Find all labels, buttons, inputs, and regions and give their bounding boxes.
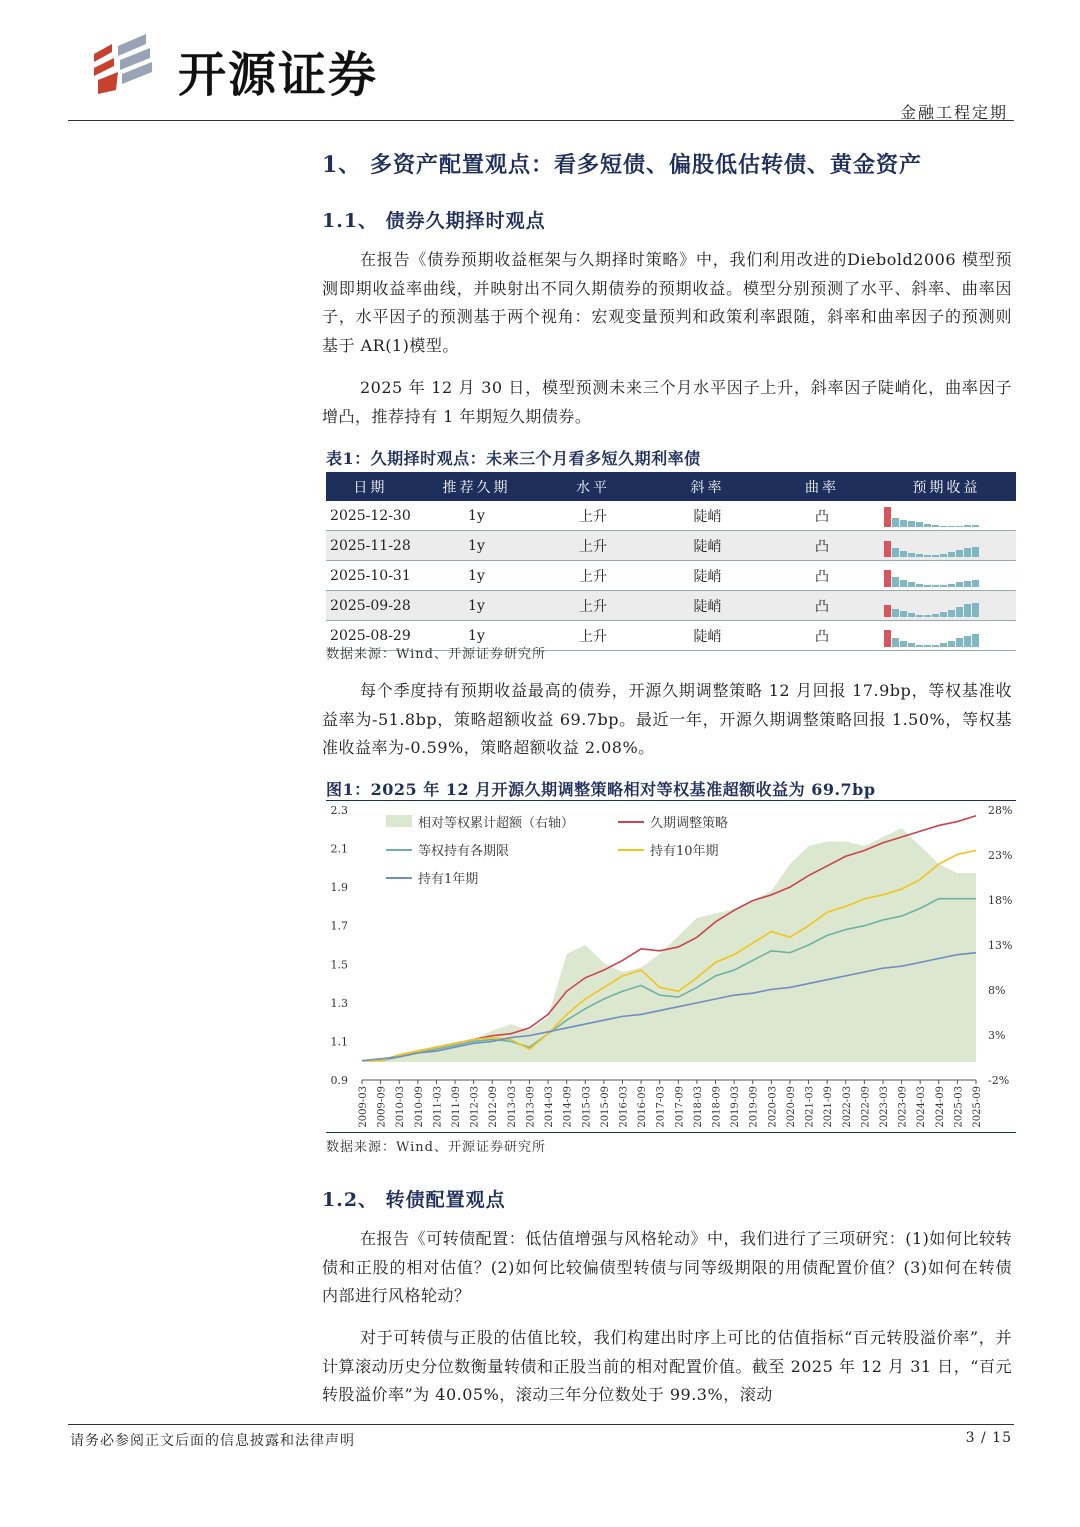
sparkline-bar	[964, 548, 971, 557]
sparkline-bar	[892, 518, 899, 527]
x-tick-label: 2019-09	[748, 1086, 760, 1128]
duration-table	[326, 472, 1016, 651]
cell-level: 上升	[538, 561, 648, 591]
sparkline-bar	[932, 525, 939, 526]
legend-label: 持有1年期	[418, 872, 479, 887]
y-left-tick: 1.1	[330, 1035, 348, 1049]
sparkline	[878, 565, 1015, 587]
sparkline-bar	[932, 645, 939, 647]
sparkline-bar	[892, 577, 899, 587]
x-tick-label: 2016-03	[618, 1086, 630, 1128]
y-left-tick: 1.3	[330, 996, 348, 1010]
y-right-tick: 18%	[988, 894, 1013, 907]
cell-level: 上升	[538, 621, 648, 651]
col-duration: 推荐久期	[415, 472, 538, 501]
caption-rule	[326, 800, 1016, 801]
y-right-tick: -2%	[988, 1074, 1010, 1087]
x-tick-label: 2021-03	[804, 1086, 816, 1128]
x-tick-label: 2014-03	[544, 1086, 556, 1128]
x-tick-label: 2024-03	[916, 1086, 928, 1128]
x-tick-label: 2020-09	[785, 1086, 797, 1128]
x-tick-label: 2016-09	[637, 1086, 649, 1128]
cell-sparkline	[877, 621, 1016, 651]
y-left-tick: 1.9	[330, 881, 348, 895]
cell-date: 2025-12-30	[326, 501, 415, 531]
sparkline-bar	[964, 636, 971, 647]
sparkline-bar	[948, 526, 955, 527]
x-tick-label: 2011-09	[451, 1086, 463, 1128]
figure-source: 数据来源：Wind、开源证券研究所	[326, 1140, 546, 1155]
sparkline-bar	[900, 551, 907, 557]
sparkline-bar	[964, 525, 971, 526]
sparkline-bar	[940, 643, 947, 647]
paragraph-3: 每个季度持有预期收益最高的债券，开源久期调整策略 12 月回报 17.9bp，等权基准收益率为-51.8bp，策略超额收益 69.7bp。最近一年，开源久期调整策略回报 1.50%，等权基准收益率为-0.59%，策略超额收益 2.08%。	[322, 681, 1012, 757]
x-tick-label: 2022-09	[860, 1086, 872, 1128]
cell-slope: 陡峭	[648, 531, 767, 561]
paragraph-5: 对于可转债与正股的估值比较，我们构建出时序上可比的估值指标“百元转股溢价率”，并计算滚动历史分位数衡量转债和正股当前的相对配置价值。截至 2025 年 12 月 31 日，“百元转股溢价率”为 40.05%，滚动三年分位数处于 99.3%，滚动	[322, 1328, 1012, 1404]
y-right-tick: 3%	[988, 1029, 1006, 1042]
x-tick-label: 2025-09	[972, 1086, 983, 1128]
col-date: 日期	[326, 472, 415, 501]
sparkline-bar	[892, 609, 899, 617]
sparkline-bar	[948, 584, 955, 587]
sparkline-bar-1y	[884, 605, 891, 617]
cell-duration: 1y	[415, 531, 538, 561]
sparkline-bar	[948, 641, 955, 647]
cell-sparkline	[877, 501, 1016, 531]
sparkline-bar	[908, 521, 915, 527]
x-tick-label: 2010-03	[395, 1086, 407, 1128]
legend-label: 久期调整策略	[650, 816, 729, 831]
x-tick-label: 2025-03	[953, 1086, 965, 1128]
sparkline-bar	[892, 548, 899, 557]
logo-mark-icon	[88, 32, 168, 96]
x-tick-label: 2012-09	[488, 1086, 500, 1128]
table-header-row	[326, 472, 1016, 501]
sparkline	[878, 535, 1015, 557]
y-right-tick: 28%	[988, 804, 1013, 817]
page-number: 3 / 15	[965, 1430, 1012, 1446]
y-right-tick: 8%	[988, 984, 1006, 997]
sparkline-bar	[956, 526, 963, 527]
legend-label: 持有10年期	[650, 844, 719, 859]
sparkline-bar	[924, 585, 931, 586]
series-area-excess	[362, 828, 976, 1062]
sparkline-bar	[892, 638, 899, 647]
paragraph-2: 2025 年 12 月 30 日，模型预测未来三个月水平因子上升，斜率因子陡峭化，曲率因子增凸，推荐持有 1 年期短久期债券。	[322, 378, 1012, 426]
sparkline-bar-1y	[884, 541, 891, 557]
chart-bottom-rule	[326, 1132, 1016, 1133]
sparkline-bar	[940, 526, 947, 527]
cell-date: 2025-11-28	[326, 531, 415, 561]
sparkline-bar	[916, 615, 923, 617]
x-tick-label: 2014-09	[562, 1086, 574, 1128]
sparkline-bar	[964, 604, 971, 616]
sparkline-bar	[948, 610, 955, 617]
cell-sparkline	[877, 561, 1016, 591]
sparkline-bar	[924, 524, 931, 526]
col-level: 水平	[538, 472, 648, 501]
y-left-tick: 1.7	[330, 919, 348, 933]
sparkline-bar	[900, 611, 907, 617]
logo	[88, 32, 168, 96]
y-left-tick: 2.3	[330, 804, 348, 817]
cell-slope: 陡峭	[648, 591, 767, 621]
table-row	[326, 591, 1016, 621]
table-row	[326, 531, 1016, 561]
x-tick-label: 2023-09	[897, 1086, 909, 1128]
sparkline-bar-1y	[884, 570, 891, 587]
sparkline-bar	[972, 580, 979, 586]
legend-label: 相对等权累计超额（右轴）	[418, 816, 575, 831]
sparkline-bar	[972, 525, 979, 526]
sparkline-bar	[940, 585, 947, 587]
cell-curvature: 凸	[767, 621, 877, 651]
cell-duration: 1y	[415, 561, 538, 591]
table-source: 数据来源：Wind、开源证券研究所	[326, 647, 546, 662]
sparkline-bar	[940, 554, 947, 557]
sparkline-bar	[900, 641, 907, 647]
sparkline-bar	[972, 603, 979, 617]
figure-caption: 图1：2025 年 12 月开源久期调整策略相对等权基准超额收益为 69.7bp	[326, 780, 876, 799]
x-tick-label: 2013-03	[506, 1086, 518, 1128]
y-left-tick: 1.5	[330, 958, 348, 972]
x-tick-label: 2019-03	[730, 1086, 742, 1128]
section-title: 1、 多资产配置观点：看多短债、偏股低估转债、黄金资产	[322, 152, 922, 178]
x-tick-label: 2018-09	[711, 1086, 723, 1128]
sparkline-bar	[972, 634, 979, 646]
sparkline	[878, 595, 1015, 617]
company-name: 开源证券	[178, 47, 379, 103]
header-rule	[68, 120, 1014, 121]
sparkline-bar	[908, 553, 915, 557]
x-tick-label: 2021-09	[823, 1086, 835, 1128]
table-row	[326, 501, 1016, 531]
cell-curvature: 凸	[767, 531, 877, 561]
y-left-tick: 2.1	[330, 842, 348, 856]
subsection-title-2: 1.2、 转债配置观点	[322, 1189, 506, 1211]
y-right-tick: 23%	[988, 849, 1013, 862]
x-tick-label: 2024-09	[934, 1086, 946, 1128]
cell-curvature: 凸	[767, 561, 877, 591]
legend-label: 等权持有各期限	[418, 844, 510, 859]
y-right-tick: 13%	[988, 939, 1013, 952]
sparkline-bar	[956, 607, 963, 617]
cell-sparkline	[877, 531, 1016, 561]
x-tick-label: 2017-09	[674, 1086, 686, 1128]
sparkline	[878, 625, 1015, 647]
sparkline-bar	[932, 555, 939, 557]
sparkline	[878, 505, 1015, 527]
cell-sparkline	[877, 591, 1016, 621]
chart-svg	[326, 802, 1016, 1132]
sparkline-bar	[900, 580, 907, 587]
cell-slope: 陡峭	[648, 621, 767, 651]
cell-duration: 1y	[415, 591, 538, 621]
x-tick-label: 2009-03	[358, 1086, 369, 1128]
x-tick-label: 2020-03	[767, 1086, 779, 1128]
sparkline-bar	[956, 638, 963, 646]
sparkline-bar	[916, 645, 923, 647]
sparkline-bar	[908, 613, 915, 617]
sparkline-bar	[924, 555, 931, 557]
cell-duration: 1y	[415, 501, 538, 531]
figure-chart	[326, 802, 1016, 1132]
x-tick-label: 2022-03	[841, 1086, 853, 1128]
x-tick-label: 2023-03	[878, 1086, 890, 1128]
sparkline-bar	[972, 547, 979, 557]
cell-duration: 1y	[415, 621, 538, 651]
sparkline-bar	[964, 581, 971, 587]
cell-date: 2025-08-29	[326, 621, 415, 651]
sparkline-bar	[908, 582, 915, 586]
col-curvature: 曲率	[767, 472, 877, 501]
sparkline-bar	[932, 614, 939, 616]
x-tick-label: 2015-03	[581, 1086, 593, 1128]
col-slope: 斜率	[648, 472, 767, 501]
x-tick-label: 2011-03	[432, 1086, 444, 1128]
sparkline-bar	[956, 582, 963, 586]
cell-curvature: 凸	[767, 591, 877, 621]
paragraph-1: 在报告《债券预期收益框架与久期择时策略》中，我们利用改进的Diebold2006 模型预测即期收益率曲线，并映射出不同久期债券的预期收益。模型分别预测了水平、斜率、曲率因子，水平因子的预测基于两个视角：宏观变量预判和政策利率跟随，斜率和曲率因子的预测则基于 AR(1)模型。	[322, 250, 1012, 355]
sparkline-bar-1y	[884, 507, 891, 527]
sparkline-bar	[940, 612, 947, 616]
x-tick-label: 2017-03	[655, 1086, 667, 1128]
sparkline-bar	[924, 645, 931, 646]
cell-slope: 陡峭	[648, 501, 767, 531]
sparkline-bar	[924, 615, 931, 617]
sparkline-bar	[956, 550, 963, 557]
cell-level: 上升	[538, 591, 648, 621]
report-type: 金融工程定期	[899, 103, 1008, 122]
table-row	[326, 561, 1016, 591]
sparkline-bar-1y	[884, 630, 891, 647]
cell-level: 上升	[538, 531, 648, 561]
cell-curvature: 凸	[767, 501, 877, 531]
legend-swatch	[386, 815, 412, 827]
x-tick-label: 2010-09	[413, 1086, 425, 1128]
sparkline-bar	[916, 584, 923, 586]
footer-rule	[68, 1424, 1014, 1425]
sparkline-bar	[900, 520, 907, 527]
x-tick-label: 2009-09	[376, 1086, 388, 1128]
table-caption: 表1：久期择时观点：未来三个月看多短久期利率债	[326, 449, 701, 468]
cell-level: 上升	[538, 501, 648, 531]
sparkline-bar	[948, 552, 955, 557]
x-tick-label: 2015-09	[599, 1086, 611, 1128]
y-left-tick: 0.9	[330, 1074, 348, 1087]
sparkline-bar	[916, 554, 923, 556]
x-tick-label: 2013-09	[525, 1086, 537, 1128]
cell-date: 2025-09-28	[326, 591, 415, 621]
x-tick-label: 2018-03	[692, 1086, 704, 1128]
paragraph-4: 在报告《可转债配置：低估值增强与风格轮动》中，我们进行了三项研究：(1)如何比较转债和正股的相对估值？(2)如何比较偏债型转债与同等级期限的用债配置价值？(3)如何在转债内部进行风格轮动？	[322, 1229, 1012, 1305]
sparkline-bar	[916, 522, 923, 526]
cell-slope: 陡峭	[648, 561, 767, 591]
subsection-title-1: 1.1、 债券久期择时观点	[322, 210, 546, 232]
col-expected-return: 预期收益	[877, 472, 1016, 501]
sparkline-bar	[908, 643, 915, 647]
cell-date: 2025-10-31	[326, 561, 415, 591]
x-tick-label: 2012-03	[469, 1086, 481, 1128]
footer-disclaimer: 请务必参阅正文后面的信息披露和法律声明	[70, 1433, 355, 1449]
sparkline-bar	[932, 585, 939, 586]
